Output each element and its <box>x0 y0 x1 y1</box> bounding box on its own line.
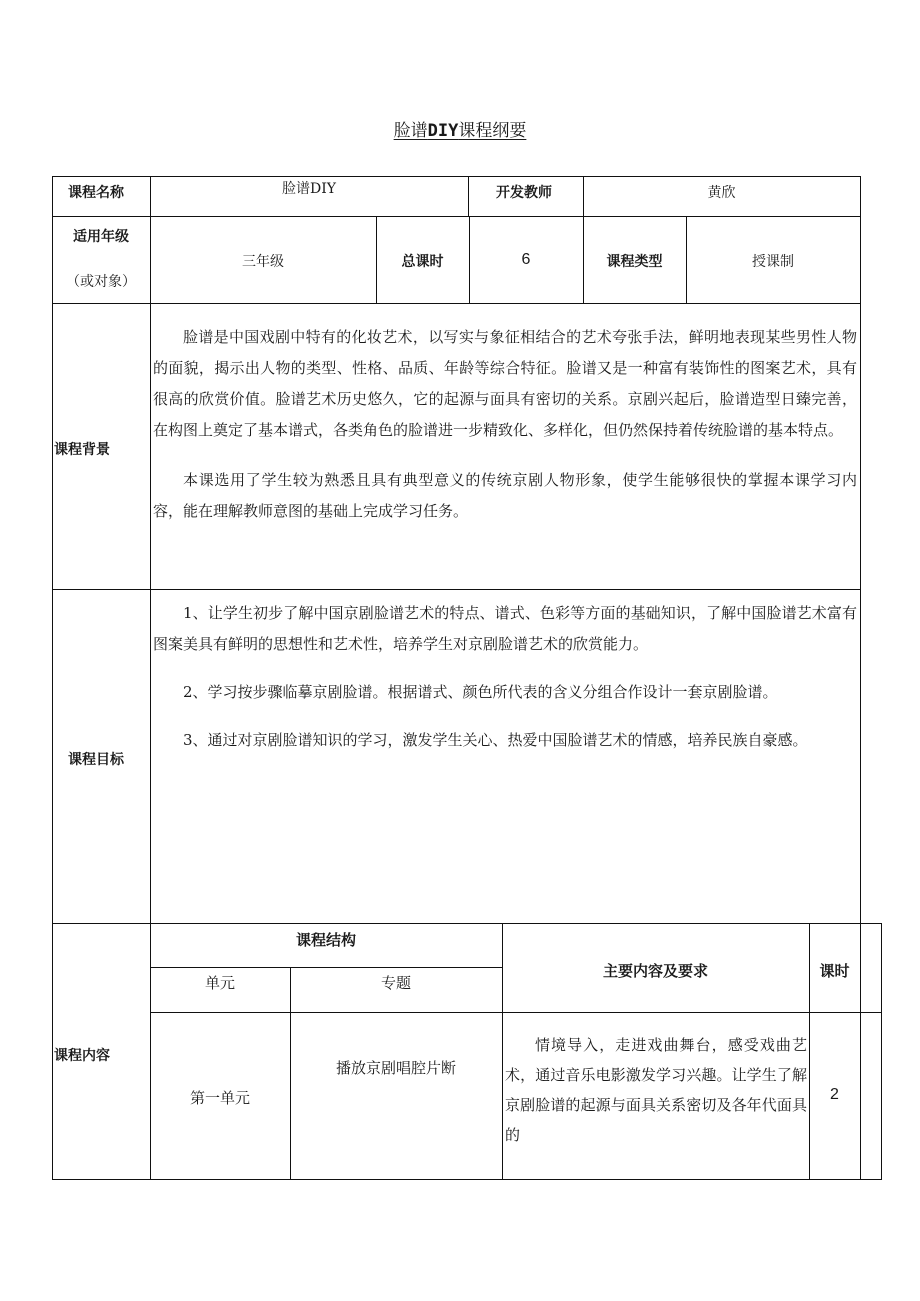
requirements-text: 情境导入，走进戏曲舞台，感受戏曲艺术，通过音乐电影激发学习兴趣。让学生了解京剧脸谱的起源与面具关系密切及各年代面具的 <box>505 1036 807 1144</box>
grade-label-sub: （或对象） <box>66 274 136 290</box>
goal-item: 1、让学生初步了解中国京剧脸谱艺术的特点、谱式、色彩等方面的基础知识，了解中国脸谱艺术富有图案美具有鲜明的思想性和艺术性，培养学生对京剧脸谱艺术的欣赏能力。 <box>153 604 857 653</box>
goal-item: 2、学习按步骤临摹京剧脸谱。根据谱式、颜色所代表的含义分组合作设计一套京剧脸谱。 <box>183 683 778 701</box>
course-name-value: 脸谱DIY <box>282 181 336 197</box>
requirements-header: 主要内容及要求 <box>602 962 708 980</box>
total-hours-value: 6 <box>521 251 531 268</box>
unit-header: 单元 <box>204 974 235 992</box>
course-name-label: 课程名称 <box>68 185 124 201</box>
total-hours-label: 总课时 <box>401 254 444 270</box>
content-label: 课程内容 <box>54 1048 110 1064</box>
requirements-cell <box>505 1030 807 1150</box>
background-paragraph: 脸谱是中国戏剧中特有的化妆艺术，以写实与象征相结合的艺术夸张手法，鲜明地表现某些男性人物的面貌，揭示出人物的类型、性格、品质、年龄等综合特征。脸谱又是一种富有装饰性的图案艺术，具有很高的欣赏价值。脸谱艺术历史悠久，它的起源与面具有密切的关系。京剧兴起后，脸谱造型日臻完善，在构图上奠定了基本谱式，各类角色的脸谱进一步精致化、多样化，但仍然保持着传统脸谱的基本特点。 <box>153 328 857 439</box>
hours-header: 课时 <box>819 962 850 980</box>
course-type-value: 授课制 <box>752 254 794 270</box>
grade-value: 三年级 <box>242 254 284 270</box>
background-text <box>153 322 857 527</box>
background-label: 课程背景 <box>54 442 110 458</box>
goals-text <box>153 598 857 756</box>
goal-item: 3、通过对京剧脸谱知识的学习，激发学生关心、热爱中国脸谱艺术的情感，培养民族自豪感。 <box>183 731 808 749</box>
teacher-label: 开发教师 <box>496 185 552 201</box>
grade-label: 适用年级 <box>73 229 129 245</box>
background-paragraph: 本课选用了学生较为熟悉且具有典型意义的传统京剧人物形象，使学生能够很快的掌握本课学习内容，能在理解教师意图的基础上完成学习任务。 <box>153 471 857 520</box>
row-hours-cell: 2 <box>830 1086 839 1103</box>
topic-header: 专题 <box>380 974 411 992</box>
teacher-value: 黄欣 <box>707 185 736 201</box>
goals-label: 课程目标 <box>68 752 124 768</box>
course-type-label: 课程类型 <box>606 254 663 270</box>
unit-cell: 第一单元 <box>189 1089 250 1107</box>
structure-header: 课程结构 <box>295 931 356 949</box>
topic-cell: 播放京剧唱腔片断 <box>335 1059 456 1077</box>
document-title: 脸谱DIY课程纲要 <box>393 121 527 141</box>
